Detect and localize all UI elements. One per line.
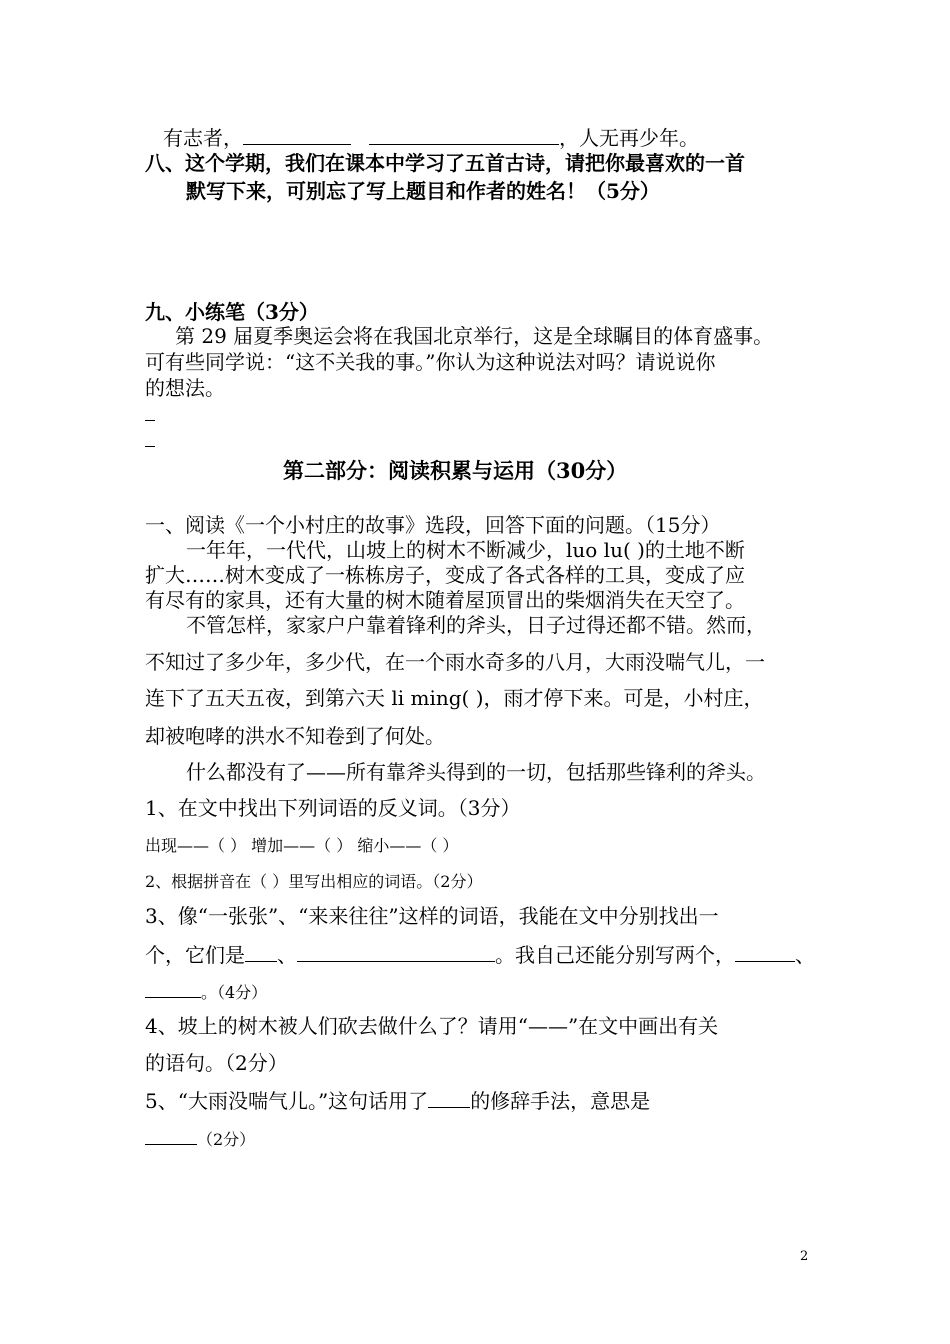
passage-line-4: 不管怎样，家家户户靠着锋利的斧头，日子过得还都不错。然而， [186, 613, 766, 637]
part2-heading: 第二部分：阅读积累与运用（30分） [283, 458, 628, 483]
passage-line-2: 扩大……树木变成了一栋栋房子，变成了各式各样的工具，变成了应 [145, 563, 745, 587]
passage-line-5: 不知过了多少年，多少代，在一个雨水奇多的八月，大雨没喘气儿，一 [145, 650, 765, 674]
page-number: 2 [800, 1249, 809, 1264]
q3-text-a: 个，它们是 [145, 943, 245, 967]
q9-line-1: 第 29 届夏季奥运会将在我国北京举行，这是全球瞩目的体育盛事。 [175, 324, 774, 348]
q8-line-1: 八、这个学期，我们在课本中学习了五首古诗，请把你最喜欢的一首 [145, 151, 745, 175]
q7-suffix: ，人无再少年。 [559, 126, 699, 150]
q5-text-a: 5、“大雨没喘气儿。”这句话用了 [145, 1089, 429, 1113]
q3-text-c: 。我自己还能分别写两个， [495, 943, 735, 967]
question-3-line-2 [145, 941, 815, 968]
q5-blank-1[interactable] [428, 1087, 470, 1108]
q9-line-2: 可有些同学说：“这不关我的事。”你认为这种说法对吗？请说说你 [145, 350, 716, 374]
question-5-line-1 [145, 1087, 650, 1114]
q3-text-d: 、 [795, 943, 815, 967]
passage-line-6: 连下了五天五夜，到第六天 li ming( )，雨才停下来。可是，小村庄， [145, 686, 764, 710]
q9-title: 九、小练笔（3分） [145, 300, 319, 324]
q9-line-3: 的想法。 [145, 376, 225, 400]
q3-score: 。（4分） [201, 983, 268, 1002]
q7-blank-1[interactable] [243, 124, 351, 145]
q5-blank-2[interactable] [145, 1124, 197, 1145]
passage-line-1: 一年年，一代代，山坡上的树木不断减少，luo lu( )的土地不断 [186, 538, 745, 562]
passage-line-8: 什么都没有了——所有靠斧头得到的一切，包括那些锋利的斧头。 [186, 760, 766, 784]
question-4-line-1: 4、坡上的树木被人们砍去做什么了？请用“——”在文中画出有关 [145, 1014, 719, 1038]
question-3-line-3 [145, 977, 267, 1006]
q5-text-b: 的修辞手法，意思是 [470, 1089, 651, 1113]
question-1-items: 出现——（ ） 增加——（ ） 缩小——（ ） [145, 836, 459, 855]
question-5-line-2 [145, 1124, 255, 1153]
q7-prefix: 有志者， [163, 126, 243, 150]
q3-blank-1[interactable] [245, 941, 277, 962]
reading-intro: 一、阅读《一个小村庄的故事》选段，回答下面的问题。（15分） [145, 513, 721, 537]
q3-blank-4[interactable] [145, 977, 201, 998]
question-3-line-1: 3、像“一张张”、“来来往往”这样的词语，我能在文中分别找出一 [145, 904, 719, 928]
q3-blank-3[interactable] [735, 941, 795, 962]
question-2: 2、根据拼音在（ ）里写出相应的词语。（2分） [145, 872, 483, 891]
q3-text-b: 、 [277, 943, 297, 967]
q7-blank-2[interactable] [369, 124, 559, 145]
passage-line-3: 有尽有的家具，还有大量的树木随着屋顶冒出的柴烟消失在天空了。 [145, 588, 745, 612]
question-1: 1、在文中找出下列词语的反义词。（3分） [145, 796, 521, 820]
q5-score: （2分） [197, 1130, 256, 1149]
q8-line-2: 默写下来，可别忘了写上题目和作者的姓名！（5分） [186, 179, 660, 203]
q7-line [163, 124, 699, 151]
answer-dash-2[interactable] [145, 446, 155, 447]
answer-dash-1[interactable] [145, 420, 155, 421]
q3-blank-2[interactable] [297, 941, 495, 962]
question-4-line-2: 的语句。（2分） [145, 1051, 288, 1075]
passage-line-7: 却被咆哮的洪水不知卷到了何处。 [145, 724, 445, 748]
